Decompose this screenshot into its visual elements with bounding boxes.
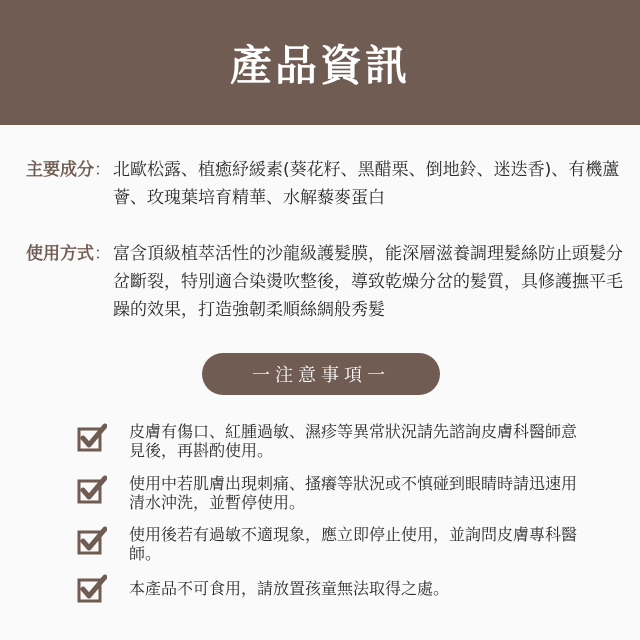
usage-section <box>26 240 626 324</box>
header-banner <box>0 0 640 125</box>
checkbox-checked-icon <box>77 475 107 505</box>
notice-text: 使用後若有過敏不適現象，應立即停止使用，並詢問皮膚專科醫師。 <box>129 525 578 563</box>
checkbox-checked-icon <box>77 423 107 453</box>
notice-item <box>77 573 577 604</box>
ingredients-colon: ： <box>94 160 111 180</box>
notice-text: 使用中若肌膚出現刺痛、搔癢等狀況或不慎碰到眼睛時請迅速用清水沖洗，並暫停使用。 <box>129 474 578 512</box>
page-title: 產品資訊 <box>229 40 410 90</box>
usage-colon: ： <box>94 244 111 264</box>
ingredients-label: 主要成分 <box>26 160 94 180</box>
checkbox-checked-icon <box>77 526 107 556</box>
checkbox-checked-icon <box>77 574 107 604</box>
usage-label: 使用方式 <box>26 244 94 264</box>
ingredients-text: 北歐松露、植癒紓緩素(葵花籽、黑醋栗、倒地鈴、迷迭香)、有機蘆薈、玫瑰葉培育精華、水解藜麥蛋白 <box>113 160 620 208</box>
notice-item <box>77 474 577 512</box>
notice-item <box>77 422 577 460</box>
notice-text: 皮膚有傷口、紅腫過敏、濕疹等異常狀況請先諮詢皮膚科醫師意見後，再斟酌使用。 <box>129 422 578 460</box>
notice-heading: 一注意事項一 <box>252 365 390 386</box>
notice-item <box>77 525 577 563</box>
notice-heading-pill <box>202 353 440 395</box>
notice-text: 本產品不可食用，請放置孩童無法取得之處。 <box>129 579 450 598</box>
usage-text: 富含頂級植萃活性的沙龍級護髮膜，能深層滋養調理髮絲防止頭髮分岔斷裂，特別適合染燙吹整後，導致乾燥分岔的髮質，具修護撫平毛躁的效果，打造強韌柔順絲綢般秀髮 <box>113 244 623 320</box>
ingredients-section <box>26 156 626 212</box>
